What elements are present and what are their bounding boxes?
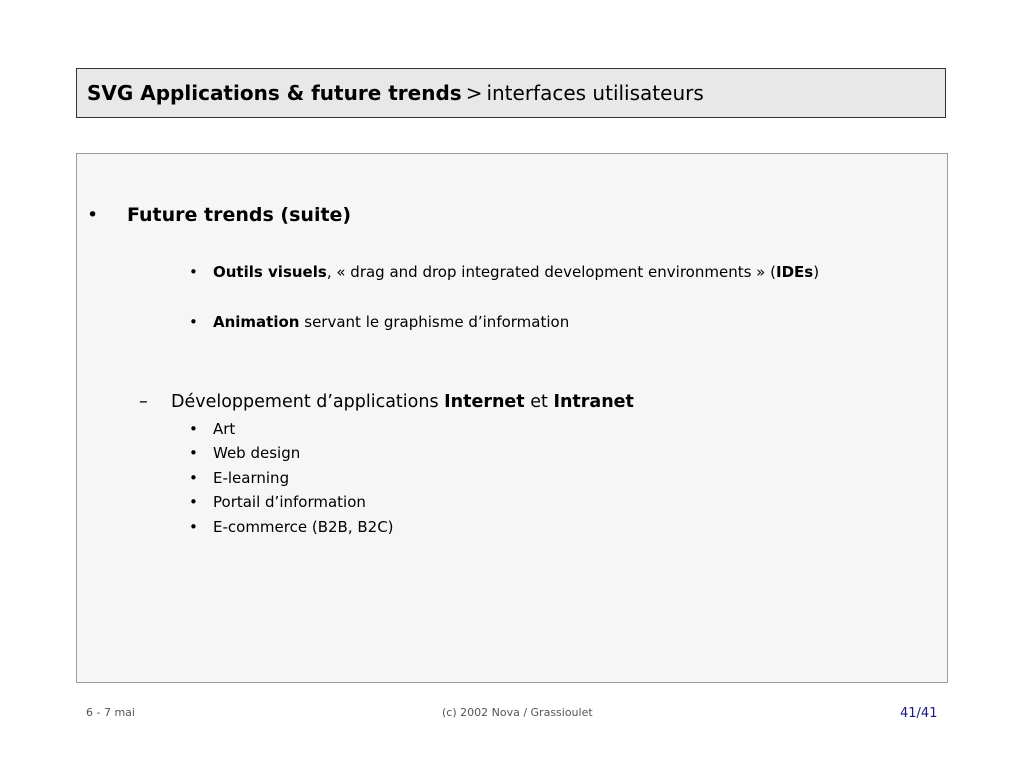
bullet-marker: • bbox=[189, 469, 198, 487]
list-item bbox=[189, 420, 235, 438]
bullet-text: , « drag and drop integrated development environments » ( bbox=[326, 263, 776, 281]
slide-title-bar bbox=[76, 68, 946, 118]
bullet-marker: • bbox=[189, 444, 198, 462]
list-item-label: E-commerce (B2B, B2C) bbox=[213, 518, 394, 536]
footer-copyright: (c) 2002 Nova / Grassioulet bbox=[442, 706, 593, 719]
dash-bold-intranet: Intranet bbox=[553, 392, 634, 412]
list-item-label: E-learning bbox=[213, 469, 290, 487]
dash-item-developpement bbox=[139, 392, 634, 412]
bullet-bold-term: Outils visuels bbox=[213, 263, 327, 281]
list-item-label: Portail d’information bbox=[213, 493, 366, 511]
bullet-bold-term: Animation bbox=[213, 313, 300, 331]
bullet-text: servant le graphisme d’information bbox=[299, 313, 570, 331]
title-separator: > bbox=[465, 81, 483, 105]
dash-marker: – bbox=[139, 392, 148, 412]
bullet-marker: • bbox=[189, 263, 198, 281]
content-panel bbox=[76, 153, 948, 683]
bullet-animation bbox=[189, 313, 569, 331]
list-item bbox=[189, 493, 366, 511]
bullet-marker: • bbox=[189, 313, 198, 331]
bullet-marker: • bbox=[189, 493, 198, 511]
bullet-future-trends bbox=[87, 204, 351, 226]
list-item-label: Art bbox=[213, 420, 236, 438]
page-number: 41/41 bbox=[900, 706, 938, 721]
bullet-marker: • bbox=[87, 204, 99, 226]
list-item bbox=[189, 469, 289, 487]
bullet-close-paren: ) bbox=[813, 263, 820, 281]
list-item bbox=[189, 444, 300, 462]
footer-date: 6 - 7 mai bbox=[86, 706, 135, 719]
slide-title-sub: interfaces utilisateurs bbox=[486, 81, 704, 105]
list-item-label: Web design bbox=[213, 444, 301, 462]
dash-mid-text: et bbox=[524, 392, 554, 412]
list-item bbox=[189, 518, 394, 536]
dash-text: Développement d’applications bbox=[171, 392, 445, 412]
bullet-label: Future trends (suite) bbox=[127, 204, 352, 226]
bullet-bold-term-ides: IDEs bbox=[775, 263, 814, 281]
bullet-marker: • bbox=[189, 420, 198, 438]
slide-title-main: SVG Applications & future trends bbox=[87, 81, 462, 105]
bullet-outils-visuels bbox=[189, 263, 819, 281]
bullet-marker: • bbox=[189, 518, 198, 536]
dash-bold-internet: Internet bbox=[444, 392, 525, 412]
